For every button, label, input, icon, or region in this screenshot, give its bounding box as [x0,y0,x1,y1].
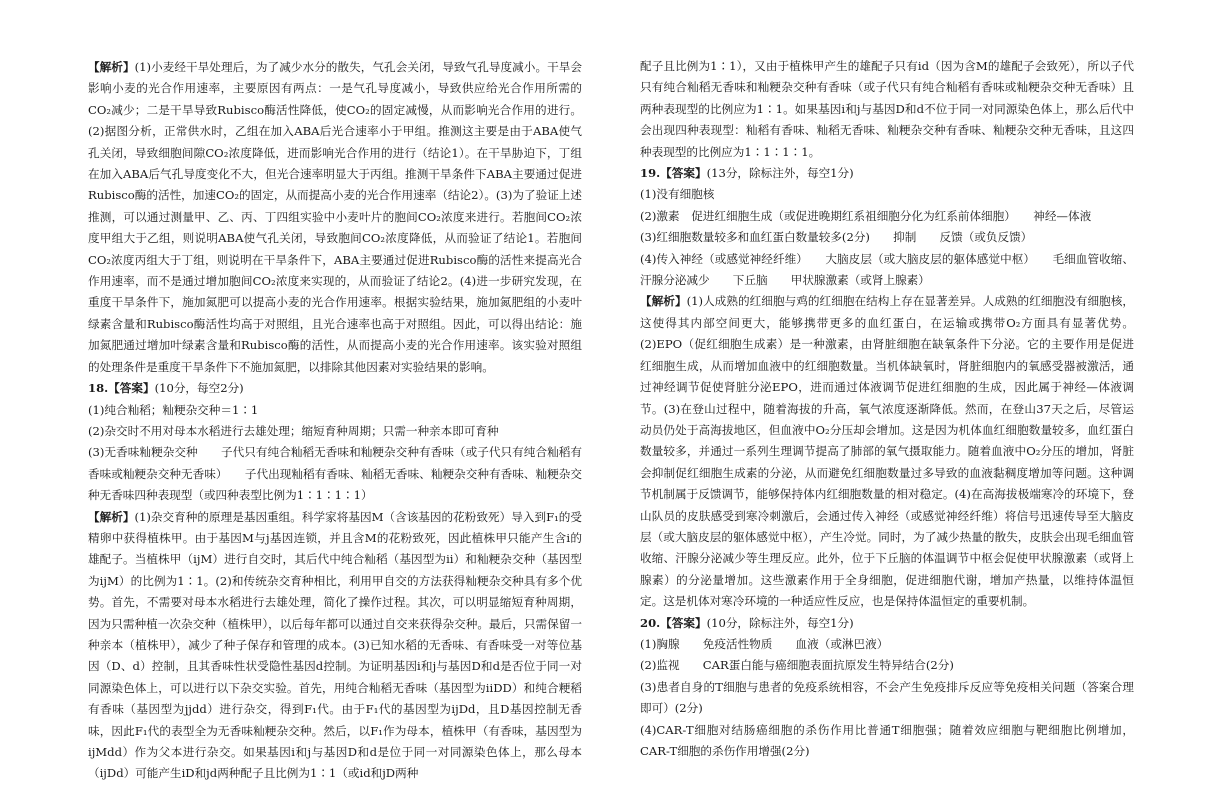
q20-score: (10分，除标注外，每空1分) [706,615,854,630]
q19-answer-3: (3)红细胞数量较多和血红蛋白数量较多(2分) 抑制 反馈（或负反馈） [640,230,1033,245]
q18-number: 18. [88,381,109,396]
q19-score: (13分，除标注外，每空1分) [706,166,854,181]
q18-analysis-continued: 配子且比例为1∶1），又由于植株甲产生的雄配子只有id（因为含M的雄配子会致死），所以子代只有纯合籼稻无香味和籼粳杂交种有香味（或子代只有纯合籼稻有香味或籼粳杂交种无香味）且两种表现型的比例应为1∶1。如果基因i和j与基因D和d不位于同一对同源染色体上，那么后代中会出现四种表现型：籼稻有香味、籼稻无香味、籼粳杂交种有香味、籼粳杂交种无香味，且这四种表现型的比例应为1∶1∶1∶1。 [640,59,1134,159]
q19-analysis-text: (1)人成熟的红细胞与鸡的红细胞在结构上存在显著差异。人成熟的红细胞没有细胞核，这使得其内部空间更大，能够携带更多的血红蛋白，在运输或携带O₂方面具有显著优势。(2)EPO（促红细胞生成素）是一种激素，由肾脏细胞在缺氧条件下分泌。它的主要作用是促进红细胞生成，从而增加血液中的红细胞数量。当机体缺氧时，肾脏细胞内的氧感受器被激活，通过神经调节促使肾脏分泌EPO，进而通过体液调节促进红细胞的生成，因此属于神经—体液调节。(3)在登山过程中，随着海拔的升高，氧气浓度逐渐降低。然而，在登山37天之后，尽管运动员仍处于高海拔地区，但血液中O₂分压却会增加。这是因为机体血红细胞数量较多，血红蛋白数量较多，并通过一系列生理调节提高了肺部的氧气摄取能力。随着血液中O₂分压的增加，肾脏会抑制促红细胞生成素的分泌，从而避免红细胞数量过多导致的血液黏稠度增加等问题。这种调节机制属于反馈调节，能够保持体内红细胞数量的相对稳定。(4)在高海拔极端寒冷的环境下，登山队员的皮肤感受到寒冷刺激后，会通过传入神经（或感觉神经纤维）将信号迅速传导至大脑皮层（或大脑皮层的躯体感觉中枢），产生冷觉。同时，为了减少热量的散失，皮肤会出现毛细血管收缩、汗腺分泌减少等生理反应。此外，位于下丘脑的体温调节中枢会促使甲状腺激素（或肾上腺素）的分泌量增加。这些激素作用于全身细胞，促进细胞代谢，增加产热量，以维持体温恒定。这是机体对寒冷环境的一种适应性反应，也是保持体温恒定的重要机制。 [640,294,1134,609]
q18-answer-2: (2)杂交时不用对母本水稻进行去雄处理；缩短育种周期；只需一种亲本即可育种 [88,423,499,438]
q19-analysis [640,291,1134,612]
left-column [88,57,582,785]
right-column [640,56,1134,762]
q18-score: (10分，每空2分) [154,381,244,396]
q19-analysis-tag: 【解析】 [640,294,687,309]
q17-analysis [88,57,582,378]
q20-number: 20. [640,615,661,630]
q19-answer-2: (2)激素 促进红细胞生成（或促进晚期红系祖细胞分化为红系前体细胞） 神经—体液 [640,208,1092,223]
q17-analysis-tag: 【解析】 [88,60,135,74]
q20-answer-tag: 【答案】 [660,615,707,630]
q19-answer-tag: 【答案】 [660,166,707,181]
q20-answer-3: (3)患者自身的T细胞与患者的免疫系统相容，不会产生免疫排斥反应等免疫相关问题（答案合理即可）(2分) [640,679,1134,716]
q18-analysis-text: (1)杂交育种的原理是基因重组。科学家将基因M（含该基因的花粉致死）导入到F₁的受精卵中获得植株甲。由于基因M与j基因连锁，并且含M的花粉致死，因此植株甲只能产生含i的雄配子。当植株甲（ijM）进行自交时，其后代中纯合籼稻（基因型为ii）和籼粳杂交种（基因型为ijM）的比例为1∶1。(2)和传统杂交育种相比，利用甲自交的方法获得籼粳杂交种具有多个优势。首先，不需要对母本水稻进行去雄处理，简化了操作过程。其次，可以明显缩短育种周期，因为只需种植一次杂交种（植株甲），以后每年都可以通过自交来获得杂交种。最后，只需保留一种亲本（植株甲），减少了种子保存和管理的成本。(3)已知水稻的无香味、有香味受一对等位基因（D、d）控制，且其香味性状受隐性基因d控制。为证明基因i和j与基因D和d是否位于同一对同源染色体上，可以进行以下杂交实验。首先，用纯合籼稻无香味（基因型为iiDD）和纯合粳稻有香味（基因型为jjdd）进行杂交，得到F₁代。由于F₁代的基因型为ijDd，且D基因控制无香味，因此F₁代的表型全为无香味籼粳杂交种。然后，以F₁作为母本，植株甲（有香味，基因型为ijMdd）作为父本进行杂交。如果基因i和j与基因D和d是位于同一对同源染色体上，那么母本（ijDd）可能产生iD和jd两种配子且比例为1∶1（或id和jD两种 [88,509,582,781]
q18-answer-1: (1)纯合籼稻；籼粳杂交种＝1∶1 [88,402,259,417]
q17-analysis-text: (1)小麦经干旱处理后，为了减少水分的散失，气孔会关闭，导致气孔导度减小。干旱会影响小麦的光合作用速率，主要原因有两点：一是气孔导度减小，导致供应给光合作用所需的CO₂减少；二是干旱导致Rubisco酶活性降低，使CO₂的固定减慢，从而影响光合作用的进行。(2)据图分析，正常供水时，乙组在加入ABA后光合速率小于甲组。推测这主要是由于ABA使气孔关闭，导致细胞间隙CO₂浓度降低，进而影响光合作用的进行（结论1）。在干旱胁迫下，丁组在加入ABA后气孔导度变化不大，但光合速率明显大于丙组。推测干旱条件下ABA主要通过促进Rubisco酶的活性，加速CO₂的固定，从而提高小麦的光合作用速率（结论2）。(3)为了验证上述推测，可以通过测量甲、乙、丙、丁四组实验中小麦叶片的胞间CO₂浓度来进行。若胞间CO₂浓度甲组大于乙组，则说明ABA使气孔关闭，导致胞间CO₂浓度降低，从而验证了结论1。若胞间CO₂浓度丙组大于丁组，则说明在干旱条件下，ABA主要通过促进Rubisco酶的活性来提高光合作用速率，而不是通过增加胞间CO₂浓度来实现的，从而验证了结论2。(4)进一步研究发现，在重度干旱条件下，施加氮肥可以提高小麦的光合作用速率。根据实验结果，施加氮肥组的小麦叶绿素含量和Rubisco酶活性均高于对照组，且光合速率也高于对照组。因此，可以得出结论：施加氮肥通过增加叶绿素含量和Rubisco酶的活性，从而提高小麦的光合作用速率。该实验对照组的处理条件是重度干旱条件下不施加氮肥，以排除其他因素对实验结果的影响。 [88,60,582,374]
q18-analysis [88,507,582,785]
q19-number: 19. [640,166,661,181]
q19-answer-4: (4)传入神经（或感觉神经纤维） 大脑皮层（或大脑皮层的躯体感觉中枢） 毛细血管收缩、汗腺分泌减少 下丘脑 甲状腺激素（或肾上腺素） [640,251,1134,288]
q20-answer-4: (4)CAR-T细胞对结肠癌细胞的杀伤作用比普通T细胞强；随着效应细胞与靶细胞比例增加，CAR-T细胞的杀伤作用增强(2分) [640,722,1134,758]
q18-header [88,378,582,399]
q19-answer-1: (1)没有细胞核 [640,187,715,202]
q18-analysis-tag: 【解析】 [88,509,135,524]
q20-answer-1: (1)胸腺 免疫活性物质 血液（或淋巴液） [640,636,889,651]
q20-header [640,613,1134,634]
q19-header [640,163,1134,184]
q18-answer-tag: 【答案】 [108,381,155,396]
q18-answer-3: (3)无香味籼粳杂交种 子代只有纯合籼稻无香味和籼粳杂交种有香味（或子代只有纯合籼稻有香味或籼粳杂交种无香味） 子代出现籼稻有香味、籼稻无香味、籼粳杂交种有香味、籼粳杂交种无香味四种表现型（或四种表型比例为1∶1∶1∶1） [88,445,582,503]
q20-answer-2: (2)监视 CAR蛋白能与癌细胞表面抗原发生特异结合(2分) [640,658,954,673]
